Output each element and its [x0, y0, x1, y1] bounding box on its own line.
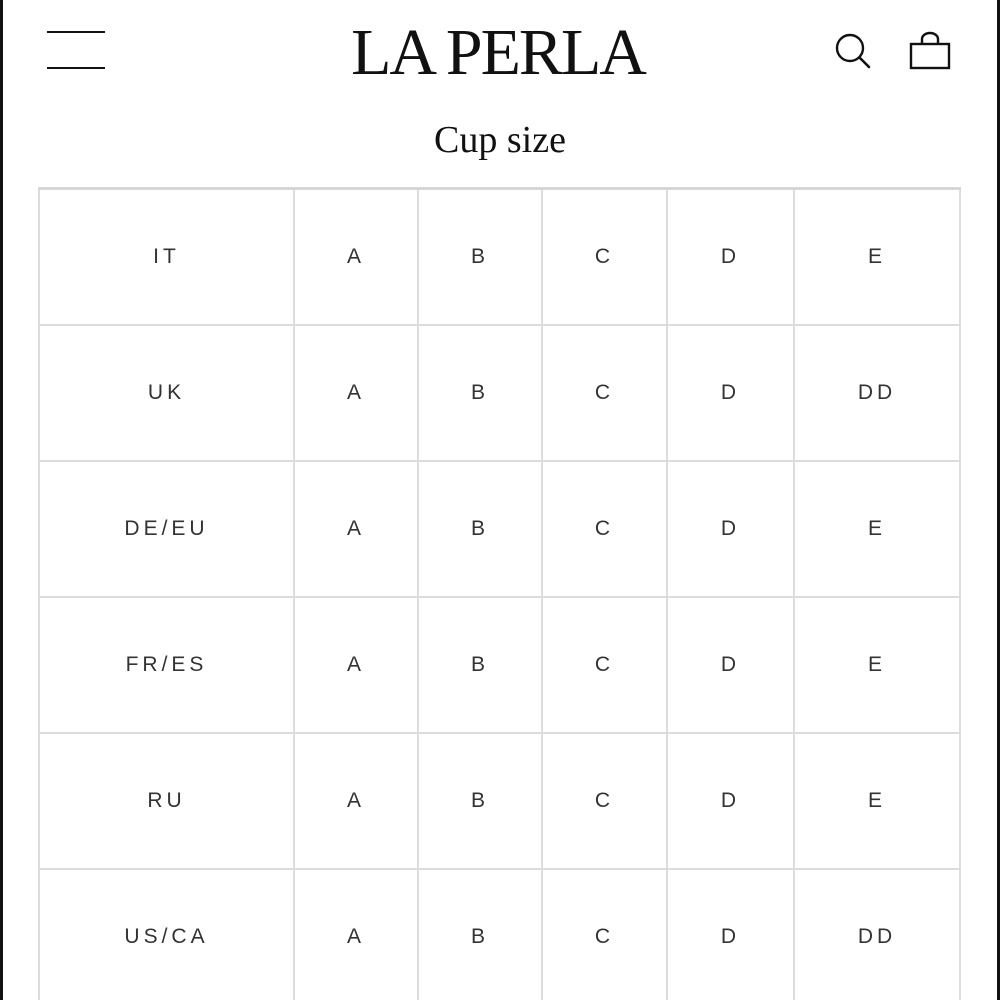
size-cell: B — [418, 325, 542, 461]
size-cell: B — [418, 733, 542, 869]
size-cell: C — [542, 733, 667, 869]
size-cell: B — [418, 869, 542, 1000]
table-row — [39, 189, 960, 326]
shopping-bag-icon-graphic — [906, 30, 954, 72]
region-cell: DE/EU — [39, 461, 294, 597]
size-cell: DD — [794, 869, 960, 1000]
region-cell: UK — [39, 325, 294, 461]
size-cell: B — [418, 461, 542, 597]
region-cell: IT — [39, 189, 294, 326]
menu-bar-bottom — [47, 67, 105, 69]
region-cell: FR/ES — [39, 597, 294, 733]
size-cell: D — [667, 733, 794, 869]
region-cell: US/CA — [39, 869, 294, 1000]
site-header — [0, 0, 1000, 110]
size-cell: C — [542, 869, 667, 1000]
size-cell: D — [667, 189, 794, 326]
table-row — [39, 733, 960, 869]
size-cell: E — [794, 461, 960, 597]
table-row — [39, 597, 960, 733]
size-cell: E — [794, 733, 960, 869]
size-cell: C — [542, 189, 667, 326]
menu-bar-top — [47, 31, 105, 33]
size-cell: C — [542, 325, 667, 461]
size-cell: E — [794, 597, 960, 733]
table-row — [39, 869, 960, 1000]
size-cell: D — [667, 869, 794, 1000]
cup-size-heading: Cup size — [434, 119, 566, 161]
size-cell: A — [294, 869, 418, 1000]
size-cell: D — [667, 597, 794, 733]
size-cell: C — [542, 597, 667, 733]
size-cell: A — [294, 461, 418, 597]
search-icon[interactable] — [832, 30, 874, 72]
size-cell: DD — [794, 325, 960, 461]
size-cell: D — [667, 325, 794, 461]
size-cell: B — [418, 189, 542, 326]
search-icon-graphic — [832, 30, 874, 72]
size-cell: A — [294, 597, 418, 733]
size-cell: E — [794, 189, 960, 326]
shopping-bag-icon[interactable] — [906, 30, 954, 72]
size-cell: C — [542, 461, 667, 597]
hamburger-menu-icon[interactable] — [44, 28, 108, 72]
size-cell: D — [667, 461, 794, 597]
size-cell: A — [294, 189, 418, 326]
table-row — [39, 461, 960, 597]
table-row — [39, 325, 960, 461]
size-cell: B — [418, 597, 542, 733]
region-cell: RU — [39, 733, 294, 869]
cup-size-table — [38, 187, 961, 1000]
brand-logo[interactable]: LA PERLA — [351, 16, 645, 89]
size-cell: A — [294, 325, 418, 461]
size-cell: A — [294, 733, 418, 869]
